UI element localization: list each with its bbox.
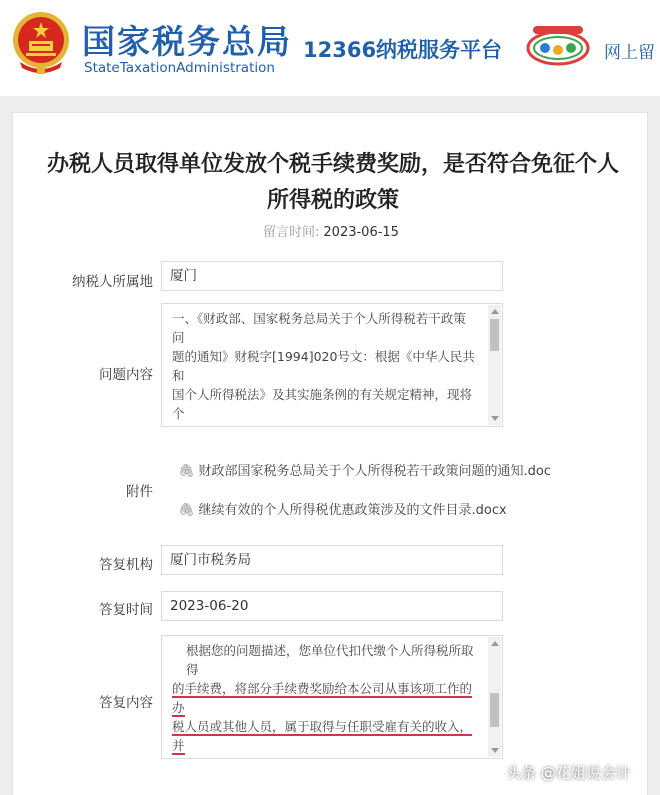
page-title: 办税人员取得单位发放个税手续费奖励，是否符合免征个人所得税的政策 [46, 152, 619, 213]
org-name-cn: 国家税务总局 [82, 22, 292, 61]
reply-content-textarea[interactable] [161, 635, 503, 759]
scroll-up-arrow-icon[interactable] [491, 641, 499, 646]
question-content-line [172, 423, 476, 427]
reply-org-label: 答复机构 [99, 557, 153, 573]
scroll-down-arrow-icon[interactable] [491, 416, 499, 421]
attachment-name: 财政部国家税务总局关于个人所得税若干政策问题的通知.doc [198, 464, 552, 479]
reply-content-line: 根据您的问题描述，您单位代扣代缴个人所得税所取得 [186, 643, 474, 677]
attachment-label: 附件 [126, 484, 153, 500]
scrollbar-thumb[interactable] [490, 319, 499, 351]
question-content-textarea[interactable] [161, 303, 503, 427]
message-time [13, 221, 649, 240]
watermark: 头条 @花姐说会计 [506, 764, 631, 782]
national-emblem-icon [10, 8, 72, 76]
taxpayer-location-field: 厦门 [161, 261, 503, 291]
reply-content-line: 税人员或其他人员，属于取得与任职受雇有关的收入，并 [172, 719, 473, 753]
reply-content-label: 答复内容 [99, 695, 153, 711]
org-name-en: StateTaxationAdministration [84, 60, 275, 76]
paperclip-icon: 🖇 [178, 464, 195, 479]
reply-org-field: 厦门市税务局 [161, 545, 503, 575]
question-content-line: 国个人所得税法》及其实施条例的有关规定精神，现将个 [172, 387, 473, 421]
reply-scrollbar[interactable] [488, 637, 501, 757]
question-content-line: 一、《财政部、国家税务总局关于个人所得税若干政策问 [172, 311, 466, 345]
paperclip-icon: 🖇 [178, 503, 195, 518]
reply-time-field: 2023-06-20 [161, 591, 503, 621]
site-header [0, 0, 660, 96]
reply-content-line [172, 755, 476, 759]
attachment-name: 继续有效的个人所得税优惠政策涉及的文件目录.docx [198, 503, 507, 518]
scroll-down-arrow-icon[interactable] [491, 748, 499, 753]
scrollbar-thumb[interactable] [490, 693, 499, 727]
question-scrollbar[interactable] [488, 305, 501, 425]
reply-content-line: 的手续费，将部分手续费奖励给本公司从事该项工作的办 [172, 681, 473, 715]
taxpayer-location-label: 纳税人所属地 [72, 274, 153, 290]
attachment-link-1[interactable] [178, 460, 551, 479]
scroll-up-arrow-icon[interactable] [491, 309, 499, 314]
message-time-value: 2023-06-15 [323, 225, 399, 240]
question-content-label: 问题内容 [99, 367, 153, 383]
online-message-link[interactable]: 网上留 [604, 43, 655, 63]
reply-time-label: 答复时间 [99, 602, 153, 618]
platform-logo-icon [523, 22, 593, 70]
platform-name: 12366纳税服务平台 [303, 38, 503, 62]
attachment-link-2[interactable] [178, 499, 507, 518]
question-detail-card [12, 112, 648, 795]
question-content-line: 题的通知》财税字[1994]020号文：根据《中华人民共和 [172, 349, 475, 383]
message-time-label: 留言时间: [263, 225, 320, 240]
